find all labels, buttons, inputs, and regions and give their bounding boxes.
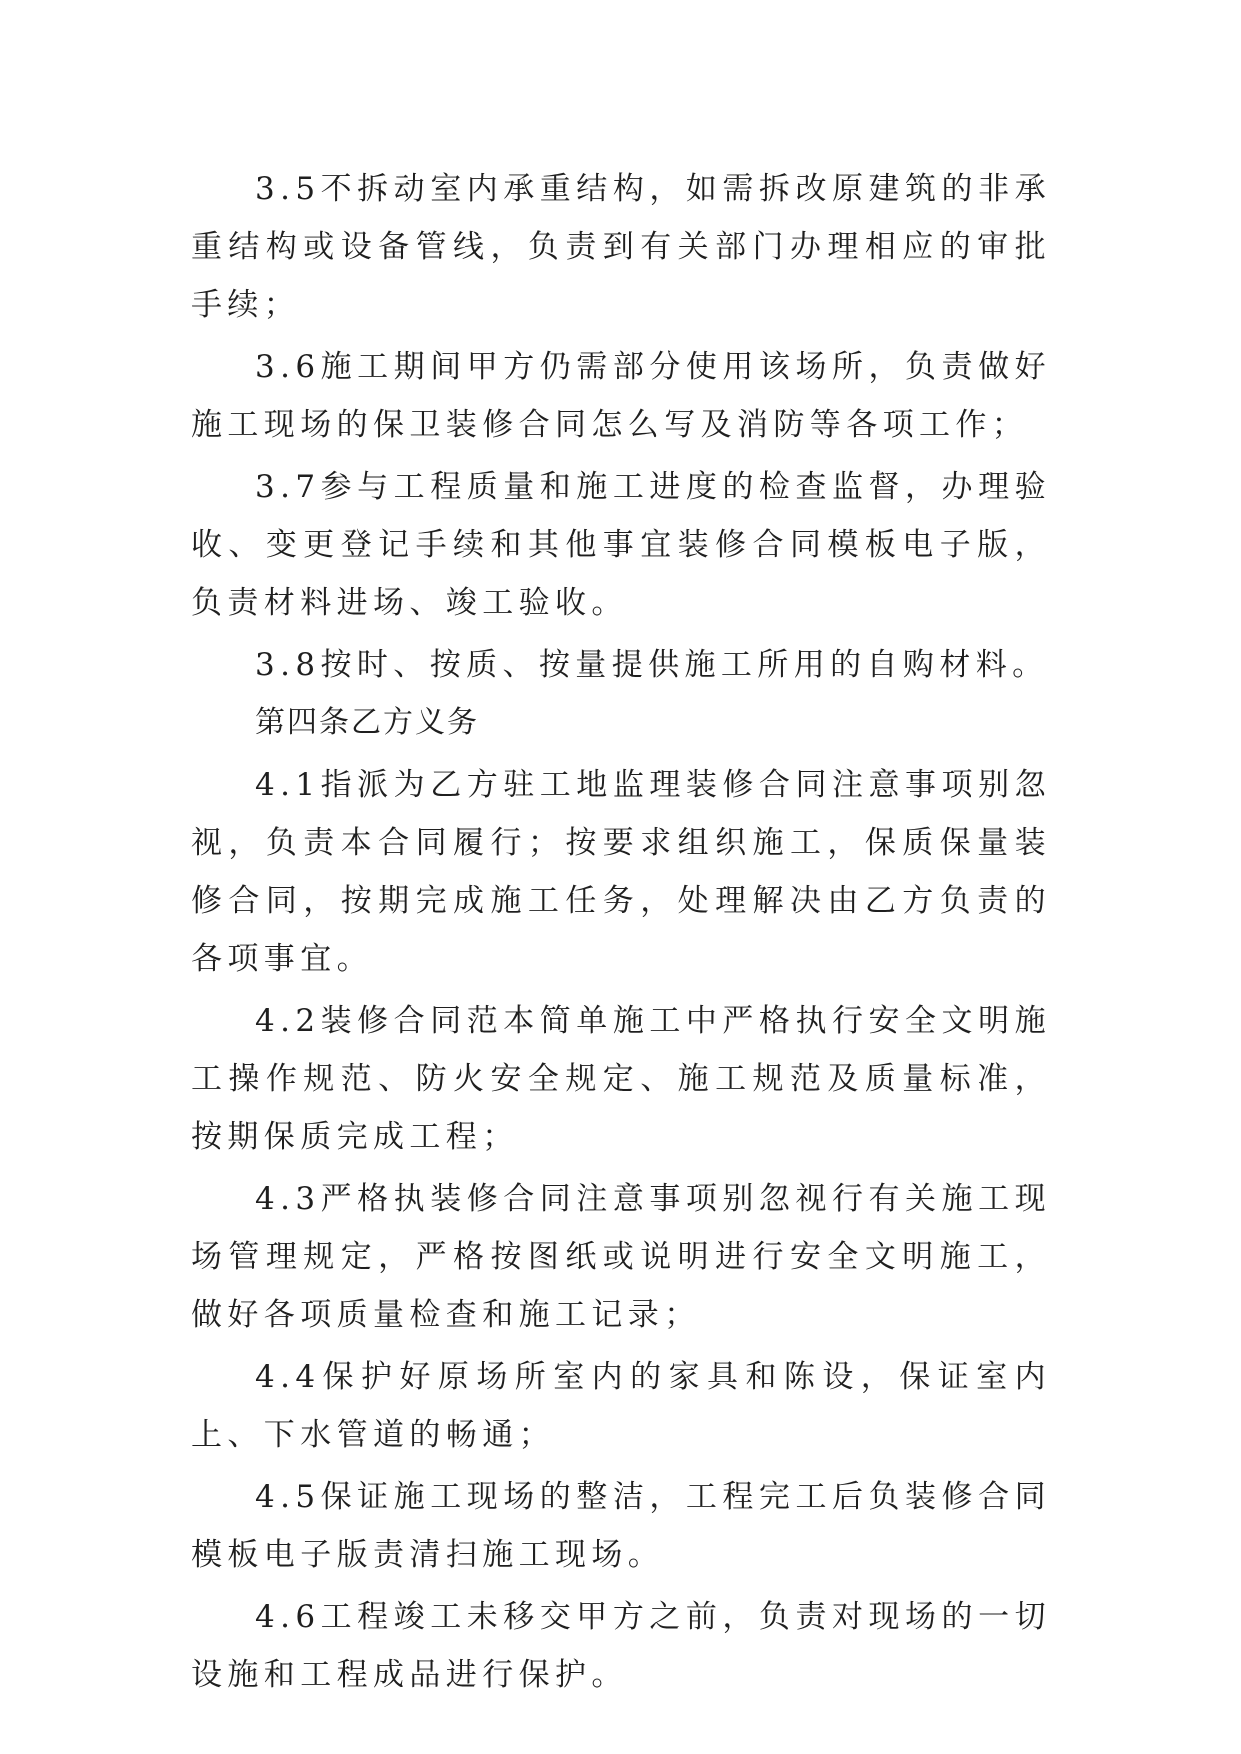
paragraph-4-4: 4.4保护好原场所室内的家具和陈设，保证室内上、下水管道的畅通；: [191, 1359, 1051, 1453]
document-body: [191, 160, 1051, 1704]
paragraph-3-5: 3.5不拆动室内承重结构，如需拆改原建筑的非承重结构或设备管线，负责到有关部门办理相应的审批手续；: [191, 171, 1051, 323]
paragraph-3-7: 3.7参与工程质量和施工进度的检查监督，办理验收、变更登记手续和其他事宜装修合同模板电子版，负责材料进场、竣工验收。: [191, 469, 1051, 621]
paragraph-4-3: 4.3严格执装修合同注意事项别忽视行有关施工现场管理规定，严格按图纸或说明进行安全文明施工，做好各项质量检查和施工记录；: [191, 1181, 1051, 1333]
paragraph-3-6: 3.6施工期间甲方仍需部分使用该场所，负责做好施工现场的保卫装修合同怎么写及消防等各项工作；: [191, 349, 1051, 443]
paragraph-4-2: 4.2装修合同范本简单施工中严格执行安全文明施工操作规范、防火安全规定、施工规范及质量标准，按期保质完成工程；: [191, 1003, 1051, 1155]
section-heading-article-4: 第四条乙方义务: [255, 705, 479, 740]
paragraph-4-1: 4.1指派为乙方驻工地监理装修合同注意事项别忽视，负责本合同履行；按要求组织施工，保质保量装修合同，按期完成施工任务，处理解决由乙方负责的各项事宜。: [191, 767, 1051, 977]
paragraph-4-6: 4.6工程竣工未移交甲方之前，负责对现场的一切设施和工程成品进行保护。: [191, 1599, 1051, 1693]
paragraph-4-5: 4.5保证施工现场的整洁，工程完工后负装修合同模板电子版责清扫施工现场。: [191, 1479, 1051, 1573]
paragraph-3-8: 3.8按时、按质、按量提供施工所用的自购材料。: [255, 647, 1049, 683]
